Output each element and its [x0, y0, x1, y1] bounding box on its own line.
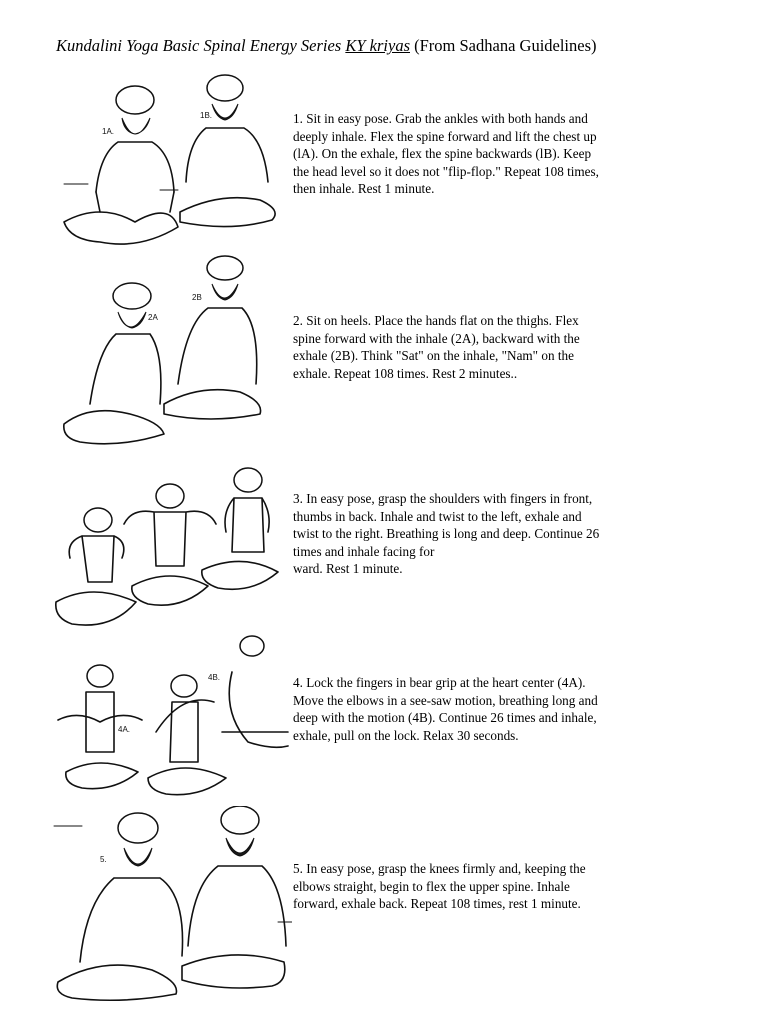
title-source: (From Sadhana Guidelines): [410, 36, 597, 55]
step-4-text: 4. Lock the fingers in bear grip at the heart center (4A). Move the elbows in a see-saw motion, breathing long and deep with the motion (4B). Continue 26 times and inhale, exhale, pull on the lock. Relax 30 seconds.: [293, 675, 598, 743]
step-4-illustration: [52, 632, 292, 800]
label-2a: 2A: [148, 313, 158, 322]
label-4b: 4B.: [208, 673, 221, 682]
label-1b: 1B.: [200, 111, 213, 120]
step-5-text: 5. In easy pose, grasp the knees firmly and, keeping the elbows straight, begin to flex the upper spine. Inhale forward, exhale back. Repeat 108 times, rest 1 minute.: [293, 861, 586, 912]
step-2-text: 2. Sit on heels. Place the hands flat on the thighs. Flex spine forward with the inhale (2A), backward with the exhale (2B). Think "Sat" on the inhale, "Nam" on the exhale. Repeat 108 times. Rest 2 minutes..: [293, 313, 580, 381]
title-main: Kundalini Yoga Basic Spinal Energy Series: [56, 36, 346, 55]
label-2b: 2B: [192, 293, 202, 302]
step-1-illustration: [60, 72, 280, 254]
step-1-text: 1. Sit in easy pose. Grab the ankles with both hands and deeply inhale. Flex the spine forward and lift the chest up (lA). On the exhale, flex the spine backwards (lB). Keep the head level so it does not "flip-flop." Repeat 108 times, then inhale. Rest 1 minute.: [293, 111, 599, 197]
title-link: KY kriyas: [345, 36, 410, 55]
step-2-illustration: [60, 254, 265, 450]
step-3-illustration: [52, 462, 282, 634]
page-title: [56, 36, 756, 56]
step-3-text: 3. In easy pose, grasp the shoulders with fingers in front, thumbs in back. Inhale and twist to the left, exhale and twist to the right. Breathing is long and deep. Continue 26 times and inhale facing for ward. Rest 1 minute.: [293, 491, 600, 577]
label-1a: 1A.: [102, 127, 115, 136]
label-5: 5.: [100, 855, 107, 864]
label-4a: 4A.: [118, 725, 131, 734]
step-5-illustration: [52, 806, 292, 1002]
